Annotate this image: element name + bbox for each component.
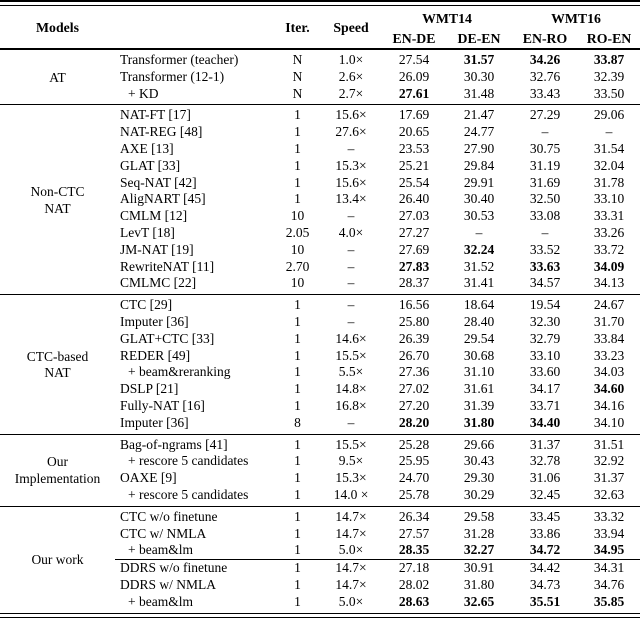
model-cell: DSLP [21] — [120, 381, 179, 397]
score-cell-ro-en: 33.10 — [593, 191, 625, 207]
score-cell-de-en: 31.52 — [463, 258, 495, 274]
speed-cell: 14.0 × — [333, 486, 369, 502]
iter-cell: 10 — [290, 275, 305, 291]
speed-cell: 5.0× — [338, 593, 364, 609]
score-cell-de-en: 29.84 — [463, 157, 495, 173]
model-cell: RewriteNAT [11] — [120, 258, 215, 274]
speed-cell: – — [347, 275, 355, 291]
score-cell-en-ro: – — [541, 124, 549, 140]
score-cell-de-en: 31.80 — [463, 414, 495, 430]
iter-cell: 1 — [294, 124, 301, 140]
model-cell: CTC w/ NMLA — [120, 525, 207, 541]
score-cell-en-de: 27.83 — [398, 258, 430, 274]
iter-cell: 1 — [294, 397, 301, 413]
table-bottom-rule — [0, 613, 640, 618]
model-cell: OAXE [9] — [120, 470, 177, 486]
header-method-spacer — [115, 6, 275, 49]
speed-cell: 9.5× — [338, 453, 364, 469]
speed-cell: 14.8× — [335, 381, 367, 397]
header-wmt14: WMT14 — [422, 11, 472, 27]
model-cell: Transformer (teacher) — [115, 49, 275, 69]
score-cell-en-de: 27.61 — [398, 85, 430, 101]
score-cell-ro-en: 33.32 — [578, 506, 640, 525]
results-table — [0, 6, 640, 613]
score-cell-de-en: 28.40 — [463, 313, 495, 329]
score-cell-de-en: 31.39 — [463, 397, 495, 413]
speed-cell: 14.6× — [335, 330, 367, 346]
iter-cell: 1 — [294, 191, 301, 207]
model-cell: AXE [13] — [120, 140, 174, 156]
iter-cell: 1 — [275, 560, 320, 577]
score-cell-ro-en: 31.54 — [593, 140, 625, 156]
speed-cell: 15.5× — [335, 347, 367, 363]
score-cell-en-ro: – — [541, 224, 549, 240]
iter-cell: 1 — [294, 330, 301, 346]
score-cell-en-ro: 32.45 — [529, 486, 561, 502]
score-cell-de-en: 30.30 — [463, 68, 495, 84]
score-cell-ro-en: 34.31 — [578, 560, 640, 577]
score-cell-en-de: 24.70 — [398, 470, 430, 486]
score-cell-ro-en: 32.63 — [593, 486, 625, 502]
speed-cell: 1.0× — [320, 49, 382, 69]
score-cell-de-en: 31.10 — [463, 364, 495, 380]
model-cell: + beam&lm — [128, 593, 193, 609]
score-cell-de-en: 18.64 — [446, 295, 512, 314]
score-cell-en-de: 25.54 — [398, 174, 430, 190]
model-cell: Imputer [36] — [120, 313, 189, 329]
iter-cell: 1 — [294, 576, 301, 592]
speed-cell: 4.0× — [338, 224, 364, 240]
table-row — [0, 295, 640, 314]
score-cell-de-en: 30.53 — [463, 208, 495, 224]
score-cell-en-ro: 31.37 — [512, 434, 578, 453]
score-cell-ro-en: 34.60 — [593, 381, 625, 397]
score-cell-en-ro: 33.08 — [529, 208, 561, 224]
score-cell-en-de: 17.69 — [382, 105, 446, 124]
iter-cell: 1 — [294, 453, 301, 469]
table-row — [0, 49, 640, 69]
score-cell-en-de: 28.37 — [398, 275, 430, 291]
speed-cell: 14.7× — [320, 506, 382, 525]
speed-cell: – — [320, 295, 382, 314]
score-cell-de-en: 27.90 — [463, 140, 495, 156]
score-cell-en-ro: 33.45 — [512, 506, 578, 525]
iter-cell: 1 — [294, 525, 301, 541]
score-cell-en-de: 28.35 — [398, 542, 430, 558]
header-ro-en: RO-EN — [586, 30, 632, 46]
score-cell-ro-en: 34.10 — [593, 414, 625, 430]
score-cell-ro-en: – — [605, 124, 613, 140]
speed-cell: 15.3× — [335, 157, 367, 173]
iter-cell: 1 — [294, 140, 301, 156]
header-iter: Iter. — [285, 20, 310, 36]
score-cell-ro-en: 31.37 — [593, 470, 625, 486]
header-speed: Speed — [333, 20, 369, 36]
score-cell-en-de: 27.27 — [398, 224, 430, 240]
model-cell: DDRS w/o finetune — [115, 560, 275, 577]
score-cell-en-ro: 33.60 — [529, 364, 561, 380]
score-cell-en-ro: 30.75 — [529, 140, 561, 156]
score-cell-ro-en: 33.26 — [593, 224, 625, 240]
model-cell: Seq-NAT [42] — [120, 174, 197, 190]
speed-cell: 15.5× — [320, 434, 382, 453]
score-cell-de-en: – — [475, 224, 483, 240]
score-cell-en-de: 20.65 — [398, 124, 430, 140]
iter-cell: 10 — [290, 241, 305, 257]
model-cell: + beam&lm — [128, 542, 193, 558]
score-cell-ro-en: 33.84 — [593, 330, 625, 346]
score-cell-ro-en: 34.09 — [593, 258, 625, 274]
score-cell-de-en: 29.54 — [463, 330, 495, 346]
iter-cell: N — [292, 68, 303, 84]
model-cell: NAT-FT [17] — [115, 105, 275, 124]
iter-cell: 1 — [275, 434, 320, 453]
model-cell: LevT [18] — [120, 224, 175, 240]
model-cell: + rescore 5 candidates — [128, 486, 249, 502]
score-cell-ro-en: 33.87 — [578, 49, 640, 69]
group-label: Our Implementation — [0, 434, 115, 506]
score-cell-de-en: 30.29 — [463, 486, 495, 502]
score-cell-en-ro: 35.51 — [529, 593, 561, 609]
iter-cell: 1 — [294, 347, 301, 363]
score-cell-en-ro: 34.73 — [529, 576, 561, 592]
iter-cell: 2.70 — [285, 258, 310, 274]
score-cell-ro-en: 33.23 — [593, 347, 625, 363]
score-cell-en-ro: 33.52 — [529, 241, 561, 257]
score-cell-de-en: 29.58 — [446, 506, 512, 525]
score-cell-ro-en: 29.06 — [578, 105, 640, 124]
score-cell-en-de: 27.69 — [398, 241, 430, 257]
speed-cell: 15.6× — [335, 174, 367, 190]
score-cell-en-ro: 33.43 — [529, 85, 561, 101]
score-cell-en-de: 27.20 — [398, 397, 430, 413]
score-cell-en-de: 26.39 — [398, 330, 430, 346]
table-row — [0, 506, 640, 525]
score-cell-de-en: 29.91 — [463, 174, 495, 190]
score-cell-de-en: 31.48 — [463, 85, 495, 101]
speed-cell: 15.6× — [320, 105, 382, 124]
score-cell-en-de: 16.56 — [382, 295, 446, 314]
score-cell-en-ro: 32.79 — [529, 330, 561, 346]
score-cell-en-ro: 32.78 — [529, 453, 561, 469]
score-cell-en-ro: 33.86 — [529, 525, 561, 541]
group-label: CTC-based NAT — [0, 295, 115, 434]
table-header — [0, 6, 640, 49]
model-cell: NAT-REG [48] — [120, 124, 203, 140]
model-cell: Fully-NAT [16] — [120, 397, 205, 413]
score-cell-ro-en: 31.78 — [593, 174, 625, 190]
speed-cell: 5.5× — [338, 364, 364, 380]
iter-cell: 1 — [294, 470, 301, 486]
score-cell-en-de: 27.36 — [398, 364, 430, 380]
speed-cell: 14.7× — [335, 525, 367, 541]
score-cell-ro-en: 33.72 — [593, 241, 625, 257]
model-cell: Bag-of-ngrams [41] — [115, 434, 275, 453]
iter-cell: N — [292, 85, 303, 101]
model-cell: CMLM [12] — [120, 208, 188, 224]
iter-cell: 1 — [294, 174, 301, 190]
score-cell-en-ro: 34.26 — [512, 49, 578, 69]
score-cell-de-en: 32.24 — [463, 241, 495, 257]
model-cell: + beam&reranking — [128, 364, 231, 380]
header-de-en: DE-EN — [457, 30, 501, 46]
iter-cell: 8 — [294, 414, 301, 430]
score-cell-en-ro: 32.30 — [529, 313, 561, 329]
model-cell: CMLMC [22] — [120, 275, 197, 291]
model-cell: AligNART [45] — [120, 191, 206, 207]
model-cell: GLAT [33] — [120, 157, 181, 173]
model-cell: + KD — [128, 85, 159, 101]
speed-cell: 2.7× — [338, 85, 364, 101]
iter-cell: N — [275, 49, 320, 69]
score-cell-de-en: 31.41 — [463, 275, 495, 291]
score-cell-en-de: 26.34 — [382, 506, 446, 525]
model-cell: CTC w/o finetune — [115, 506, 275, 525]
score-cell-en-de: 28.02 — [398, 576, 430, 592]
speed-cell: – — [347, 258, 355, 274]
score-cell-de-en: 30.91 — [446, 560, 512, 577]
speed-cell: – — [347, 208, 355, 224]
score-cell-ro-en: 32.39 — [593, 68, 625, 84]
score-cell-en-de: 25.28 — [382, 434, 446, 453]
score-cell-en-de: 26.70 — [398, 347, 430, 363]
score-cell-de-en: 30.40 — [463, 191, 495, 207]
group-label: AT — [0, 49, 115, 105]
score-cell-en-de: 28.20 — [398, 414, 430, 430]
score-cell-ro-en: 34.03 — [593, 364, 625, 380]
score-cell-en-ro: 32.76 — [529, 68, 561, 84]
score-cell-ro-en: 34.95 — [593, 542, 625, 558]
score-cell-en-ro: 33.10 — [529, 347, 561, 363]
score-cell-en-de: 27.57 — [398, 525, 430, 541]
speed-cell: – — [347, 313, 355, 329]
iter-cell: 10 — [290, 208, 305, 224]
score-cell-de-en: 32.65 — [463, 593, 495, 609]
score-cell-ro-en: 32.04 — [593, 157, 625, 173]
speed-cell: 5.0× — [338, 542, 364, 558]
model-cell: DDRS w/ NMLA — [120, 576, 217, 592]
table-row — [0, 105, 640, 124]
iter-cell: 1 — [294, 593, 301, 609]
score-cell-ro-en: 32.92 — [593, 453, 625, 469]
score-cell-en-de: 25.80 — [398, 313, 430, 329]
speed-cell: 2.6× — [338, 68, 364, 84]
iter-cell: 1 — [294, 364, 301, 380]
score-cell-en-de: 27.02 — [398, 381, 430, 397]
iter-cell: 1 — [294, 313, 301, 329]
score-cell-en-ro: 34.42 — [512, 560, 578, 577]
iter-cell: 1 — [275, 506, 320, 525]
speed-cell: – — [347, 241, 355, 257]
score-cell-en-ro: 31.69 — [529, 174, 561, 190]
model-cell: + rescore 5 candidates — [128, 453, 249, 469]
score-cell-de-en: 32.27 — [463, 542, 495, 558]
score-cell-de-en: 21.47 — [446, 105, 512, 124]
speed-cell: 13.4× — [335, 191, 367, 207]
score-cell-ro-en: 33.31 — [593, 208, 625, 224]
model-cell: Imputer [36] — [120, 414, 189, 430]
score-cell-en-ro: 34.72 — [529, 542, 561, 558]
table-row — [0, 434, 640, 453]
score-cell-de-en: 31.80 — [463, 576, 495, 592]
header-en-de: EN-DE — [392, 30, 436, 46]
score-cell-en-ro: 33.71 — [529, 397, 561, 413]
speed-cell: 16.8× — [335, 397, 367, 413]
group-label: Non-CTC NAT — [0, 105, 115, 295]
score-cell-ro-en: 35.85 — [593, 593, 625, 609]
iter-cell: 1 — [275, 105, 320, 124]
model-cell: JM-NAT [19] — [120, 241, 194, 257]
score-cell-en-de: 26.09 — [398, 68, 430, 84]
model-cell: REDER [49] — [120, 347, 191, 363]
score-cell-en-de: 25.78 — [398, 486, 430, 502]
speed-cell: 14.7× — [320, 560, 382, 577]
group-label: Our work — [0, 506, 115, 612]
score-cell-en-de: 28.63 — [398, 593, 430, 609]
score-cell-ro-en: 34.76 — [593, 576, 625, 592]
speed-cell: 27.6× — [335, 124, 367, 140]
score-cell-ro-en: 34.13 — [593, 275, 625, 291]
score-cell-en-ro: 27.29 — [512, 105, 578, 124]
iter-cell: 1 — [275, 295, 320, 314]
iter-cell: 2.05 — [285, 224, 310, 240]
model-cell: Transformer (12-1) — [120, 68, 225, 84]
score-cell-en-ro: 34.17 — [529, 381, 561, 397]
score-cell-de-en: 30.68 — [463, 347, 495, 363]
score-cell-ro-en: 34.16 — [593, 397, 625, 413]
score-cell-ro-en: 31.51 — [578, 434, 640, 453]
score-cell-en-ro: 31.19 — [529, 157, 561, 173]
score-cell-en-de: 23.53 — [398, 140, 430, 156]
iter-cell: 1 — [294, 542, 301, 558]
score-cell-en-ro: 19.54 — [512, 295, 578, 314]
score-cell-ro-en: 24.67 — [578, 295, 640, 314]
table-body — [0, 49, 640, 613]
score-cell-ro-en: 31.70 — [593, 313, 625, 329]
score-cell-ro-en: 33.94 — [593, 525, 625, 541]
speed-cell: 15.3× — [335, 470, 367, 486]
iter-cell: 1 — [294, 157, 301, 173]
score-cell-en-de: 26.40 — [398, 191, 430, 207]
score-cell-de-en: 31.57 — [446, 49, 512, 69]
speed-cell: 14.7× — [335, 576, 367, 592]
iter-cell: 1 — [294, 381, 301, 397]
header-wmt16: WMT16 — [551, 11, 601, 27]
score-cell-ro-en: 33.50 — [593, 85, 625, 101]
score-cell-de-en: 29.66 — [446, 434, 512, 453]
score-cell-en-ro: 33.63 — [529, 258, 561, 274]
header-models: Models — [36, 20, 79, 36]
iter-cell: 1 — [294, 486, 301, 502]
score-cell-en-de: 25.21 — [398, 157, 430, 173]
score-cell-en-de: 27.03 — [398, 208, 430, 224]
model-cell: GLAT+CTC [33] — [120, 330, 215, 346]
score-cell-en-ro: 34.40 — [529, 414, 561, 430]
score-cell-en-ro: 34.57 — [529, 275, 561, 291]
score-cell-de-en: 31.61 — [463, 381, 495, 397]
score-cell-en-de: 25.95 — [398, 453, 430, 469]
speed-cell: – — [347, 140, 355, 156]
score-cell-de-en: 30.43 — [463, 453, 495, 469]
speed-cell: – — [347, 414, 355, 430]
score-cell-en-de: 27.54 — [382, 49, 446, 69]
score-cell-en-ro: 31.06 — [529, 470, 561, 486]
model-cell: CTC [29] — [115, 295, 275, 314]
header-en-ro: EN-RO — [522, 30, 568, 46]
score-cell-de-en: 31.28 — [463, 525, 495, 541]
score-cell-en-de: 27.18 — [382, 560, 446, 577]
score-cell-en-ro: 32.50 — [529, 191, 561, 207]
score-cell-de-en: 24.77 — [463, 124, 495, 140]
score-cell-de-en: 29.30 — [463, 470, 495, 486]
